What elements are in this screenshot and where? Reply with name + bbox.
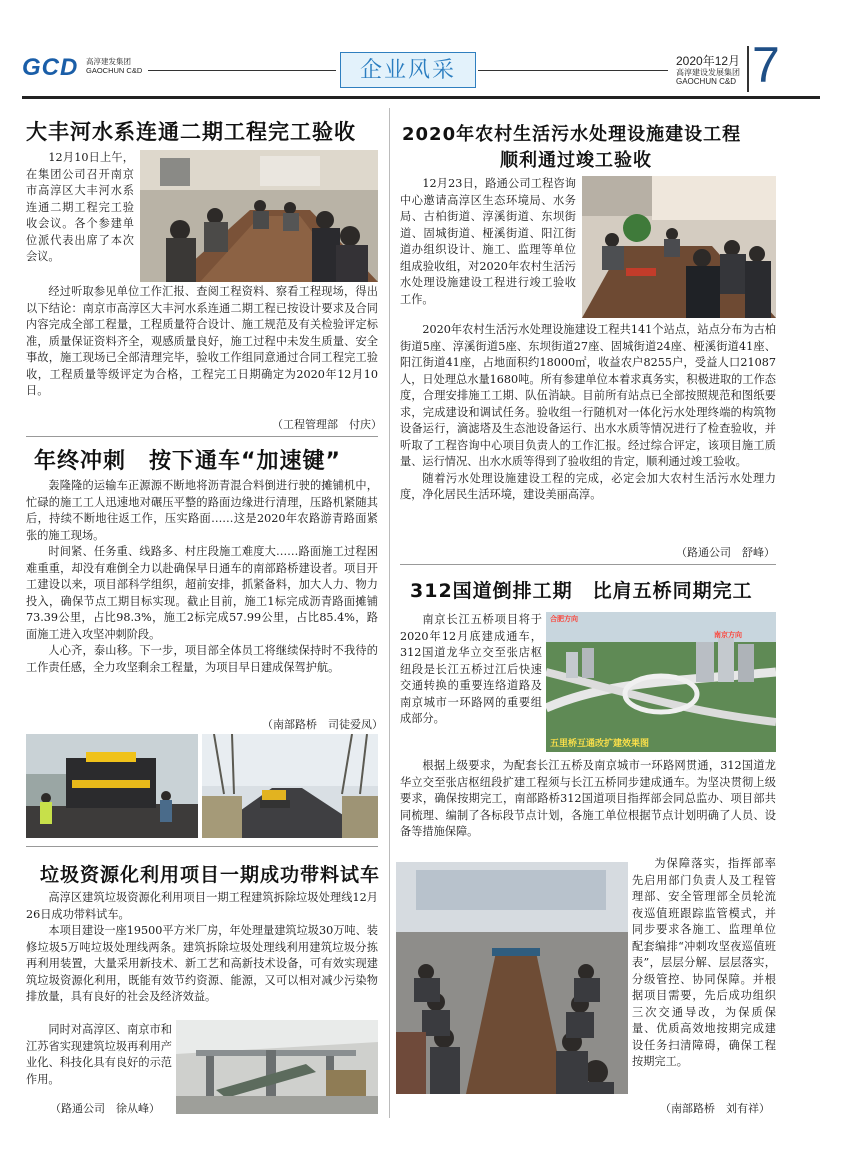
section-title: 企业风采 xyxy=(340,52,476,88)
article-body-dafenghe xyxy=(26,284,378,400)
article-separator xyxy=(26,436,378,437)
article-title-g312: 312国道倒排工期 比肩五桥同期完工 xyxy=(410,580,753,602)
article-title-garbage: 垃圾资源化利用项目一期成功带料试车 xyxy=(40,864,381,886)
byline-sewage: （路通公司 舒峰） xyxy=(676,546,775,559)
lead-paragraph: 南京长江五桥项目将于2020年12月底建成通车，312国道龙华立交至张店枢纽段是长江五桥过江后快速交通转换的重要连络道路及南京城市一环路网的重要组成部分。 xyxy=(400,613,542,725)
render-tag-hefei: 合肥方向 xyxy=(550,615,578,623)
publisher-cn: 高淳建设发展集团 xyxy=(676,68,740,77)
article-lead-dafenghe xyxy=(26,150,134,266)
article-body-sprint xyxy=(26,478,378,676)
issue-date: 2020年12月 xyxy=(676,54,741,68)
column-divider xyxy=(389,108,390,1118)
body-paragraph: 2020年农村生活污水处理设施建设工程共141个站点，站点分布为古柏街道5座、淳溪街道5座、东坝街道27座、固城街道24座、桠溪街道41座、阳江街道41座，占地面积约18000㎡，收益农户8255户，受益人口21087人，日处理总水量1680吨。所有参建单位本着求真务实，积极进取的工作态度，合理安排施工工期、队伍消缺。目前所有站点已全部按照规范和图纸要求，完成建设和调试任务。验收组一行随机对一体化污水处理终端的构筑物设备运行，滴滤塔及生态池设备运行、出水水质等情况进行了检查验收，并听取了工程咨询中心项目负责人的工作汇报。经过综合评定，该项目施工质量、运行情况、出水水质等得到了验收组的肯定，顺利通过竣工验收。 xyxy=(400,323,776,468)
logo-subtitle-cn: 高淳建发集团 xyxy=(86,57,131,66)
page-number: 7 xyxy=(752,37,780,93)
article-title-sewage-line1: 2020年农村生活污水处理设施建设工程 xyxy=(402,124,742,145)
masthead-rule-left xyxy=(148,70,336,71)
logo-subtitle xyxy=(86,57,142,75)
page-number-divider xyxy=(747,46,749,92)
byline-sprint: （南部路桥 司徒爱凤） xyxy=(262,718,383,731)
render-tag-nanjing: 南京方向 xyxy=(714,631,742,639)
body-paragraph: 轰隆隆的运输车正源源不断地将沥青混合料倒进行驶的摊铺机中，忙碌的施工工人迅速地对碾压平整的路面边缘进行清理，压路机紧随其后，持续不断地往返工作，压实路面……这是2020年农路游青路面紧张的施工现场。 xyxy=(26,479,378,542)
article-body-sewage xyxy=(400,322,776,504)
article-title-sewage-line2: 顺利通过竣工验收 xyxy=(500,150,652,171)
meeting-photo-sewage xyxy=(582,176,776,318)
gcd-logo: GCD xyxy=(22,54,79,81)
body-paragraph: 经过听取参见单位工作汇报、查阅工程资料、察看工程现场，得出以下结论：南京市高淳区大丰河水系连通二期工程已按设计要求及合同内容完成全部工程量，工程质量符合设计、施工规范及有关检验评定标准，质量保证资料齐全，观感质量良好，施工过程中未发生质量、安全事故，施工现场已全部清理完毕，验收工作组同意通过合同工程完工验收，工程质量等级评定为合格，工程完工日期确定为2020年12月10日。 xyxy=(26,285,378,397)
byline-garbage: （路通公司 徐从峰） xyxy=(50,1102,160,1115)
article-tail-garbage xyxy=(26,1022,172,1088)
render-caption: 五里桥互通改扩建效果图 xyxy=(550,739,650,749)
lead-paragraph: 12月23日，路通公司工程咨询中心邀请高淳区生态环境局、水务局、古柏街道、淳溪街道、东坝街道、固城街道、桠溪街道、阳江街道办组织设计、施工、监理等单位组成验收组，对2020年农村生活污水处理设施建设工程进行竣工验收工作。 xyxy=(400,177,576,306)
paving-machine-photo xyxy=(26,734,198,838)
issue-publisher xyxy=(676,68,740,86)
lead-paragraph: 12月10日上午，在集团公司召开南京市高淳区大丰河水系连通二期工程完工验收会议。各个参建单位派代表出席了本次会议。 xyxy=(26,151,134,263)
article-tail-g312 xyxy=(632,856,776,1071)
byline-dafenghe: （工程管理部 付庆） xyxy=(272,418,382,431)
article-separator xyxy=(400,564,776,565)
masthead-bottom-rule xyxy=(22,96,820,99)
body-paragraph: 高淳区建筑垃圾资源化利用项目一期工程建筑拆除垃圾处理线12月26日成功带料试车。 xyxy=(26,891,378,921)
article-body-garbage xyxy=(26,890,378,1006)
article-lead-sewage xyxy=(400,176,576,308)
article-title-dafenghe: 大丰河水系连通二期工程完工验收 xyxy=(26,120,356,144)
body-paragraph: 时间紧、任务重、线路多、村庄段施工难度大……路面施工过程困难重重，却没有难倒全力以赴确保早日通车的南部路桥建设者。项目开工建设以来，项目部科学组织，超前安排，抓紧备料，加大人力、物力投入，确保节点工期目标实现。截止目前，施工1标完成沥青路面摊铺73.39公里，占比98.3%，施工2标完成57.99公里，占比85.4%，路面施工进入攻坚冲刺阶段。 xyxy=(26,545,378,641)
masthead-rule-right xyxy=(478,70,668,71)
body-paragraph: 人心齐，泰山移。下一步，项目部全体员工将继续保持时不我待的工作责任感，全力攻坚剩余工程量，为项目早日建成保驾护航。 xyxy=(26,644,378,674)
masthead xyxy=(0,0,841,100)
publisher-en: GAOCHUN C&D xyxy=(676,77,737,86)
logo-subtitle-en: GAOCHUN C&D xyxy=(86,66,143,75)
article-body-g312 xyxy=(400,758,776,841)
byline-g312: （南部路桥 刘有祥） xyxy=(660,1102,770,1115)
night-meeting-photo xyxy=(396,862,628,1094)
article-title-sprint: 年终冲刺 按下通车“加速键” xyxy=(34,449,341,474)
body-paragraph: 随着污水处理设施建设工程的完成，必定会加大农村生活污水处理力度，净化居民生活环境，建设美丽高淳。 xyxy=(400,471,776,501)
interchange-render xyxy=(546,612,776,752)
body-paragraph: 本项目建设一座19500平方米厂房，年处理量建筑垃圾30万吨、装修垃圾5万吨垃圾处理线两条。建筑拆除垃圾处理线利用建筑垃圾分拣再利用装置，大量采用新技术、新工艺和高新技术设备，可有效实现建筑垃圾资源化利用，既能有效节约资源、能源，又可以相对减少污染物排放量，具有良好的社会及经济效益。 xyxy=(26,924,378,1003)
factory-photo xyxy=(176,1020,378,1114)
body-paragraph: 同时对高淳区、南京市和江苏省实现建筑垃圾再利用产业化、科技化具有良好的示范作用。 xyxy=(26,1023,172,1086)
road-roller-photo xyxy=(202,734,378,838)
body-paragraph: 为保障落实，指挥部率先启用部门负责人及工程管理部、安全管理部全员轮流夜巡值班跟踪监管模式，并同步要求各施工、监理单位配套编排“冲刺攻坚夜巡值班表”，层层分解、层层落实，分级管控、协同保障。并根据项目需要，先后成功组织三次交通导改，为保质保量、优质高效地按期完成建设任务扫清障碍，确保工程按期完工。 xyxy=(632,857,776,1068)
meeting-photo-dafenghe xyxy=(140,150,378,282)
article-lead-g312 xyxy=(400,612,542,728)
body-paragraph: 根据上级要求，为配套长江五桥及南京城市一环路网贯通，312国道龙华立交至张店枢纽段扩建工程须与长江五桥同步建成通车。为坚决贯彻上级要求，确保按期完工，南部路桥312国道项目指挥部会同总监办、项目部共同梳理、编制了各标段节点计划，各施工单位根据节点计划明确了人员、设备等措施保障。 xyxy=(400,759,776,838)
article-separator xyxy=(26,846,378,847)
